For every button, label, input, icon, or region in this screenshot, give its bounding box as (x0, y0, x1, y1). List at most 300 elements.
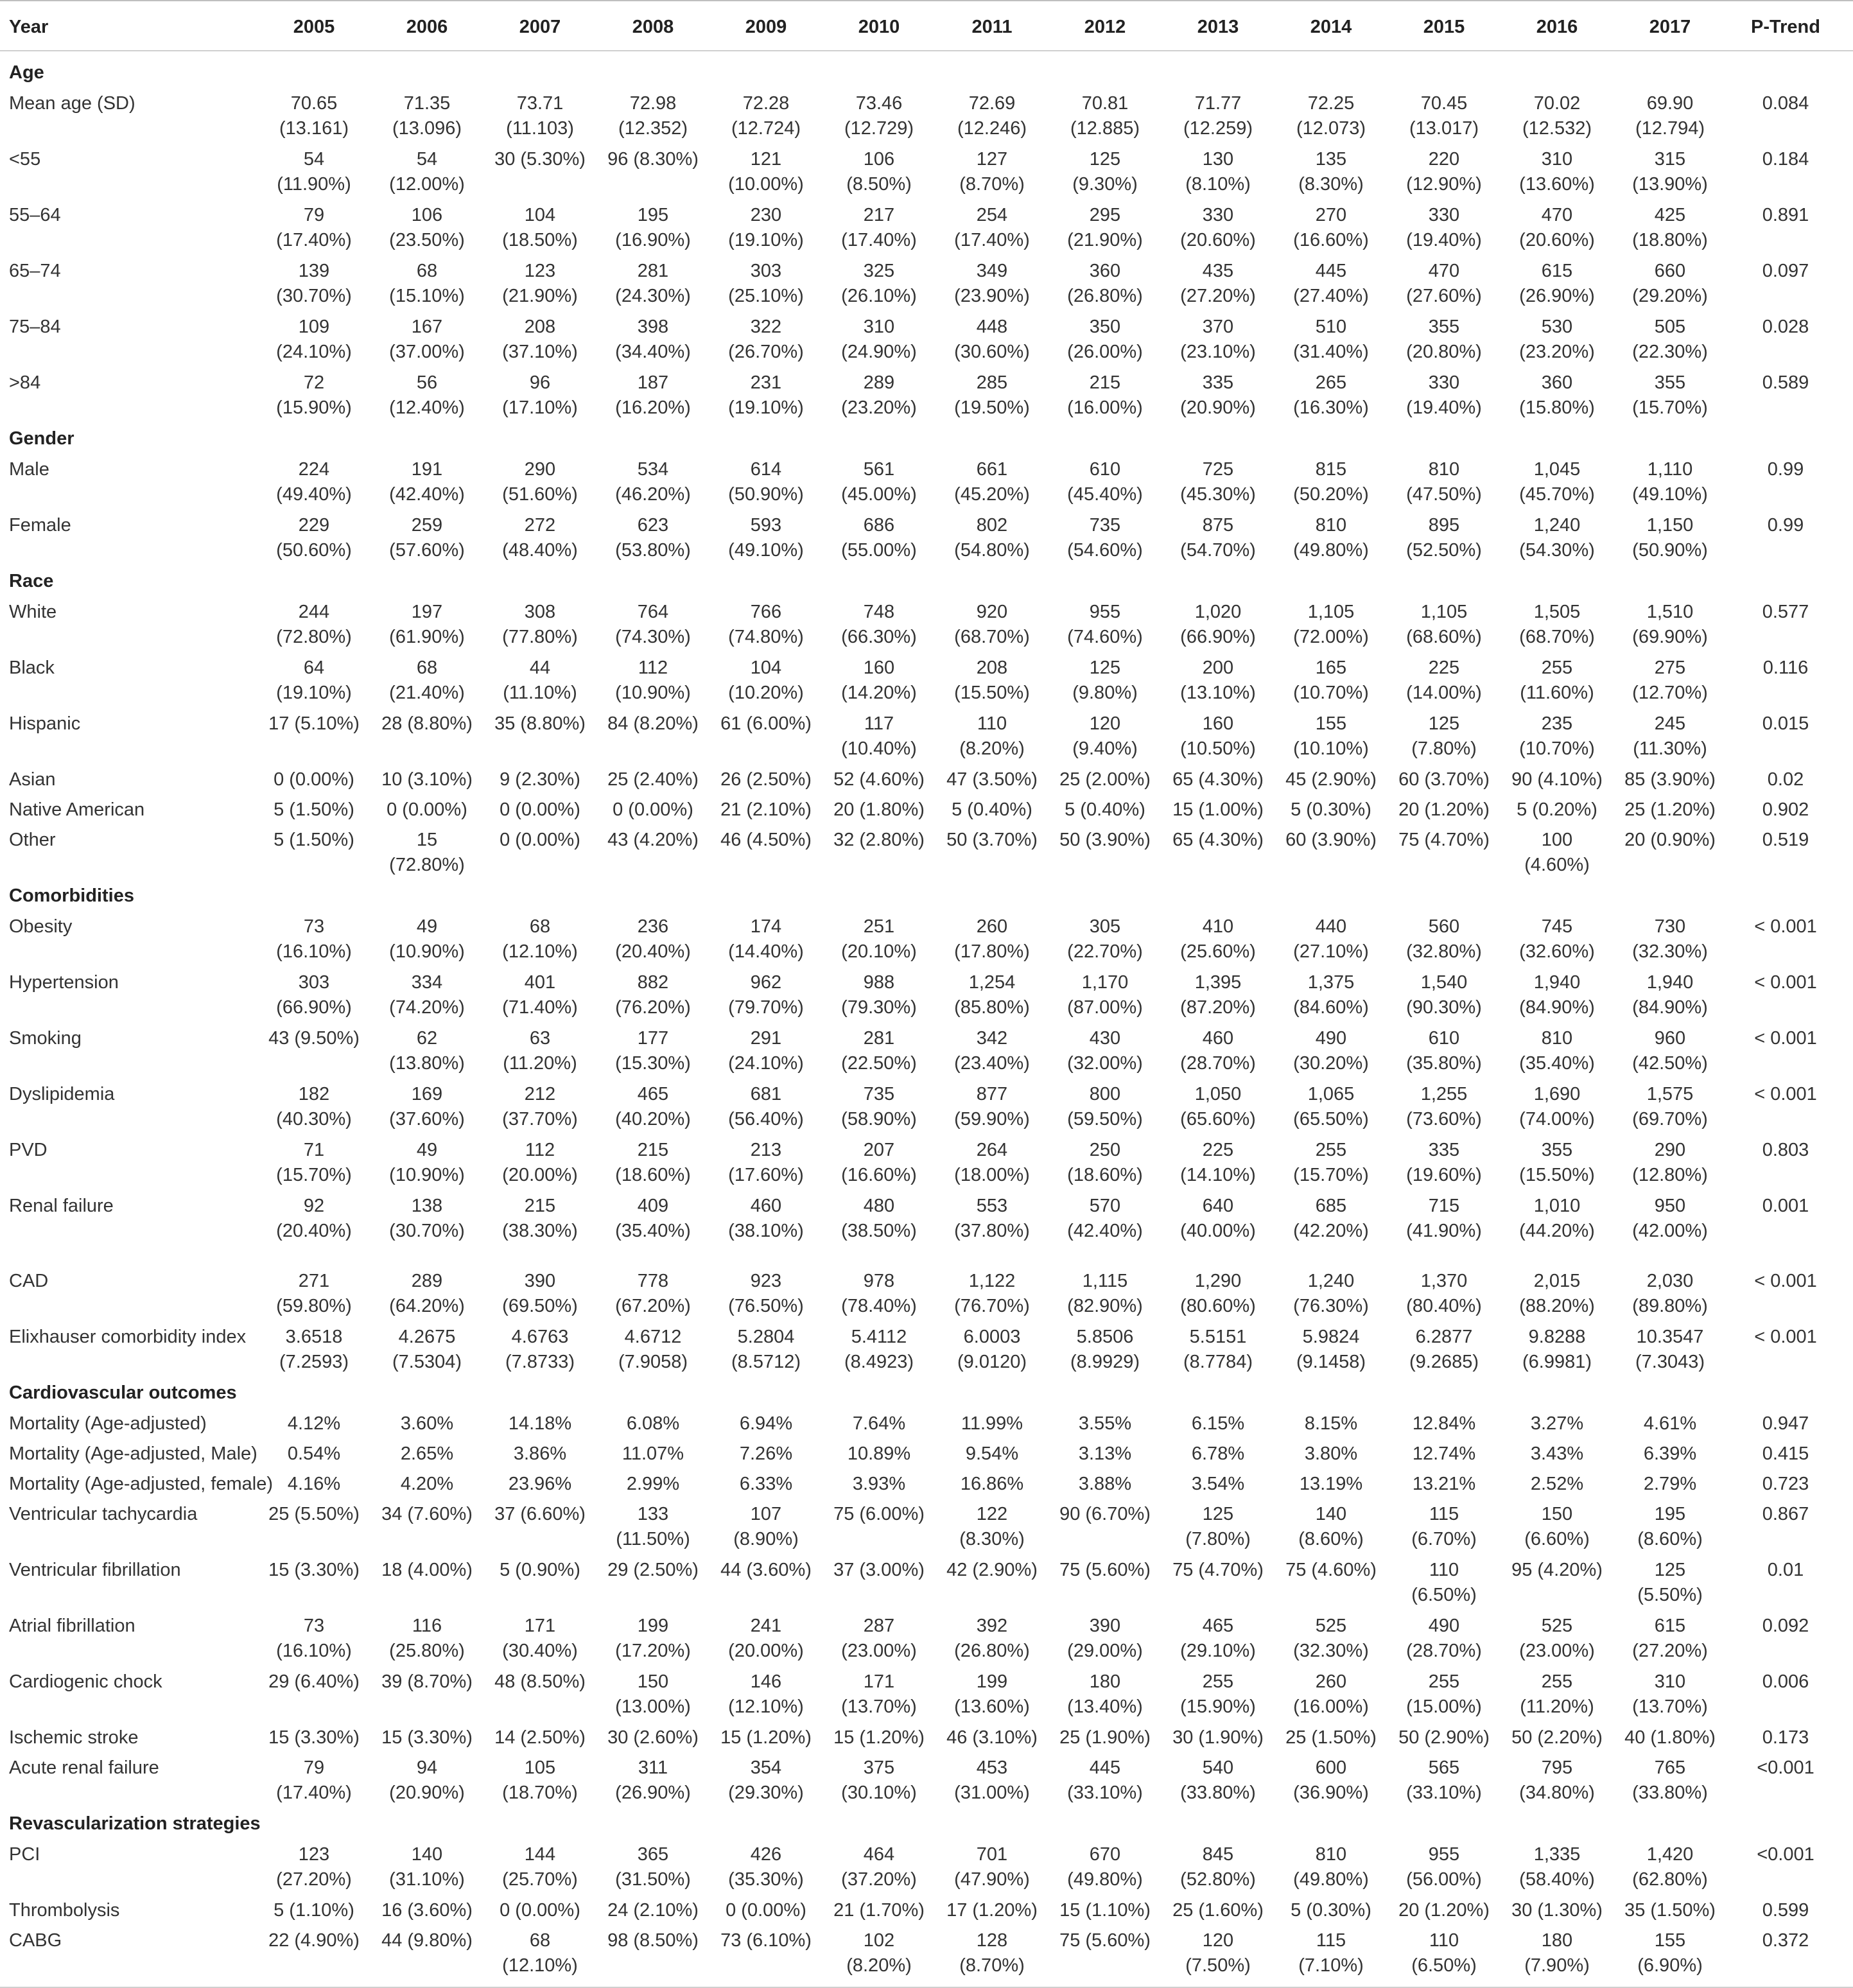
cell-percent: (25.70%) (502, 1869, 578, 1890)
cell-percent: (68.70%) (1519, 627, 1595, 647)
cell-value: 13.21% (1412, 1474, 1476, 1494)
cell-percent: (19.60%) (1406, 1165, 1482, 1185)
cell-value: 1,010 (1533, 1196, 1581, 1216)
cell-2008 (596, 767, 709, 792)
cell-2017 (1614, 1325, 1727, 1375)
cell-value: 48 (8.50%) (494, 1671, 586, 1692)
cell-percent: (76.70%) (954, 1296, 1030, 1316)
cell-value: 335 (1202, 372, 1234, 393)
cell-value: 18 (4.00%) (381, 1560, 473, 1580)
cell-2010 (822, 315, 935, 365)
cell-2014 (1274, 259, 1388, 309)
cell-value: 127 (976, 149, 1008, 170)
cell-percent: (18.60%) (1067, 1165, 1143, 1185)
cell-value: 291 (750, 1028, 782, 1049)
cell-percent: (12.80%) (1632, 1165, 1708, 1185)
cell-value: 810 (1315, 515, 1347, 536)
cell-value: 213 (750, 1140, 782, 1160)
section-heading-gender: Gender (9, 428, 74, 449)
cell-value: 534 (637, 459, 669, 480)
cell-value: 32 (2.80%) (833, 830, 925, 850)
cell-2012 (1048, 1928, 1161, 1953)
cell-2016 (1501, 1558, 1614, 1583)
cell-2012 (1048, 1411, 1161, 1436)
cell-value: 3.6518 (285, 1327, 343, 1347)
row-label: Thrombolysis (9, 1900, 120, 1921)
cell-value: 180 (1089, 1671, 1121, 1692)
cell-value: 765 (1654, 1757, 1686, 1778)
cell-value: 685 (1315, 1196, 1347, 1216)
cell-value: 3.93% (852, 1474, 906, 1494)
cell-value: 2,030 (1646, 1271, 1694, 1291)
cell-2015 (1388, 1725, 1501, 1750)
cell-percent: (12.724) (731, 118, 801, 139)
cell-2013 (1161, 315, 1274, 365)
cell-value: 8.15% (1304, 1413, 1358, 1434)
cell-2016 (1501, 1325, 1614, 1375)
cell-value: 255 (1541, 658, 1573, 678)
cell-2015 (1388, 1928, 1501, 1978)
cell-2010 (822, 970, 935, 1020)
cell-value: 112 (638, 658, 668, 678)
cell-value: 392 (976, 1616, 1008, 1636)
cell-value: 72.28 (742, 93, 790, 114)
cell-value: 75 (4.70%) (1172, 1560, 1264, 1580)
cell-percent: (7.9058) (618, 1352, 688, 1372)
cell-2005 (257, 371, 370, 421)
cell-2017 (1614, 970, 1727, 1020)
cell-value: 290 (1654, 1140, 1686, 1160)
cell-2011 (935, 1138, 1048, 1188)
cell-value: 15 (1.10%) (1059, 1900, 1151, 1921)
cell-percent: (17.10%) (502, 397, 578, 418)
cell-2014 (1274, 1138, 1388, 1188)
cell-value: 570 (1089, 1196, 1121, 1216)
cell-2008 (596, 1842, 709, 1892)
cell-2009 (709, 147, 822, 197)
cell-2009 (709, 798, 822, 823)
cell-value: 3.27% (1530, 1413, 1584, 1434)
cell-value: 561 (863, 459, 895, 480)
cell-p-trend: 0.028 (1762, 317, 1809, 337)
header-year-2006: 2006 (406, 17, 448, 37)
cell-percent: (4.60%) (1524, 855, 1590, 875)
cell-value: 265 (1315, 372, 1347, 393)
cell-percent: (47.90%) (954, 1869, 1030, 1890)
cell-2006 (370, 798, 483, 823)
cell-value: 37 (6.60%) (494, 1504, 586, 1524)
cell-2008 (596, 1928, 709, 1953)
cell-value: 401 (524, 972, 556, 993)
cell-value: 25 (1.20%) (1624, 799, 1716, 820)
cell-2013 (1161, 1269, 1274, 1319)
cell-2009 (709, 1756, 822, 1806)
cell-value: 470 (1428, 261, 1460, 281)
row-label: CABG (9, 1930, 62, 1951)
cell-2013 (1161, 1898, 1274, 1923)
cell-percent: (74.80%) (728, 627, 804, 647)
cell-2014 (1274, 1725, 1388, 1750)
cell-percent: (16.60%) (841, 1165, 917, 1185)
cell-2011 (935, 600, 1048, 650)
cell-p-trend: 0.867 (1762, 1504, 1809, 1524)
cell-percent: (7.80%) (1185, 1529, 1251, 1549)
cell-2005 (257, 513, 370, 563)
cell-2005 (257, 1026, 370, 1051)
cell-percent: (61.90%) (389, 627, 465, 647)
cell-2008 (596, 1269, 709, 1319)
cell-value: 978 (863, 1271, 895, 1291)
cell-value: 75 (4.70%) (1398, 830, 1490, 850)
cell-2006 (370, 513, 483, 563)
cell-value: 68 (416, 261, 438, 281)
cell-2010 (822, 1194, 935, 1244)
cell-value: 73.71 (516, 93, 564, 114)
cell-percent: (50.90%) (1632, 540, 1708, 561)
cell-value: 229 (298, 515, 330, 536)
row-label: Ischemic stroke (9, 1727, 139, 1748)
cell-value: 35 (8.80%) (494, 713, 586, 734)
cell-percent: (8.5712) (731, 1352, 801, 1372)
cell-2007 (483, 315, 596, 365)
cell-value: 199 (976, 1671, 1008, 1692)
cell-value: 11.07% (622, 1443, 684, 1464)
cell-p-trend: < 0.001 (1754, 916, 1817, 937)
cell-2011 (935, 259, 1048, 309)
cell-percent: (29.10%) (1180, 1641, 1256, 1661)
row-label: 55–64 (9, 205, 61, 225)
cell-value: 79 (303, 1757, 325, 1778)
cell-value: 130 (1202, 149, 1234, 170)
section-heading-race: Race (9, 571, 54, 591)
cell-2016 (1501, 828, 1614, 878)
cell-2009 (709, 259, 822, 309)
cell-value: 208 (524, 317, 556, 337)
cell-2008 (596, 828, 709, 853)
cell-value: 4.2675 (398, 1327, 456, 1347)
cell-percent: (30.70%) (389, 1221, 465, 1241)
cell-value: 109 (298, 317, 330, 337)
cell-2016 (1501, 513, 1614, 563)
cell-2014 (1274, 1269, 1388, 1319)
cell-2005 (257, 1138, 370, 1188)
cell-2009 (709, 828, 822, 853)
cell-value: 360 (1541, 372, 1573, 393)
cell-value: 962 (750, 972, 782, 993)
cell-2015 (1388, 798, 1501, 823)
cell-2011 (935, 711, 1048, 762)
cell-2010 (822, 600, 935, 650)
cell-percent: (30.70%) (276, 286, 352, 306)
cell-value: 65 (4.30%) (1172, 830, 1264, 850)
cell-2005 (257, 1442, 370, 1467)
cell-2015 (1388, 1442, 1501, 1467)
cell-percent: (26.10%) (841, 286, 917, 306)
cell-percent: (49.40%) (276, 484, 352, 505)
cell-value: 225 (1202, 1140, 1234, 1160)
cell-2006 (370, 600, 483, 650)
row-label: 75–84 (9, 317, 61, 337)
cell-2007 (483, 371, 596, 421)
cell-2007 (483, 767, 596, 792)
cell-2016 (1501, 970, 1614, 1020)
cell-2007 (483, 1082, 596, 1132)
cell-2011 (935, 1502, 1048, 1552)
cell-percent: (22.30%) (1632, 342, 1708, 362)
cell-value: 460 (750, 1196, 782, 1216)
row-label: Acute renal failure (9, 1757, 159, 1778)
cell-percent: (25.60%) (1180, 941, 1256, 962)
cell-2007 (483, 1442, 596, 1467)
cell-value: 295 (1089, 205, 1121, 225)
cell-value: 72.25 (1307, 93, 1355, 114)
cell-value: 615 (1654, 1616, 1686, 1636)
cell-value: 465 (637, 1084, 669, 1104)
cell-2009 (709, 1194, 822, 1244)
cell-percent: (12.073) (1296, 118, 1366, 139)
cell-2017 (1614, 1502, 1727, 1552)
cell-value: 311 (638, 1757, 668, 1778)
cell-value: 68 (529, 1930, 551, 1951)
cell-value: 1,395 (1194, 972, 1242, 993)
section-heading-cardiovascular-outcomes: Cardiovascular outcomes (9, 1382, 237, 1403)
cell-value: 1,335 (1533, 1844, 1581, 1865)
cell-percent: (8.60%) (1637, 1529, 1703, 1549)
cell-2006 (370, 315, 483, 365)
cell-value: 342 (976, 1028, 1008, 1049)
cell-value: 1,540 (1420, 972, 1468, 993)
cell-value: 365 (637, 1844, 669, 1865)
cell-value: 235 (1541, 713, 1573, 734)
cell-value: 748 (863, 602, 895, 622)
cell-2014 (1274, 798, 1388, 823)
cell-percent: (34.40%) (615, 342, 691, 362)
cell-percent: (23.20%) (1519, 342, 1595, 362)
cell-2007 (483, 970, 596, 1020)
cell-p-trend: 0.723 (1762, 1474, 1809, 1494)
cell-percent: (66.30%) (841, 627, 917, 647)
cell-value: 15 (1.00%) (1172, 799, 1264, 820)
cell-percent: (18.60%) (615, 1165, 691, 1185)
cell-percent: (8.30%) (959, 1529, 1025, 1549)
cell-value: 764 (637, 602, 669, 622)
cell-2010 (822, 1026, 935, 1076)
cell-2006 (370, 1928, 483, 1953)
cell-p-trend: 0.803 (1762, 1140, 1809, 1160)
cell-percent: (80.40%) (1406, 1296, 1482, 1316)
cell-2017 (1614, 1670, 1727, 1720)
cell-value: 1,105 (1420, 602, 1468, 622)
cell-2012 (1048, 656, 1161, 706)
cell-value: 5 (0.30%) (1291, 799, 1371, 820)
cell-value: 285 (976, 372, 1008, 393)
cell-percent: (69.50%) (502, 1296, 578, 1316)
cell-2013 (1161, 1194, 1274, 1244)
cell-value: 123 (524, 261, 556, 281)
cell-percent: (9.80%) (1072, 683, 1138, 703)
cell-2007 (483, 656, 596, 706)
cell-value: 287 (863, 1616, 895, 1636)
cell-2006 (370, 1558, 483, 1583)
cell-value: 95 (4.20%) (1511, 1560, 1603, 1580)
cell-2014 (1274, 1756, 1388, 1806)
cell-2012 (1048, 970, 1161, 1020)
cell-value: 310 (1541, 149, 1573, 170)
cell-2017 (1614, 1614, 1727, 1664)
cell-percent: (16.10%) (276, 1641, 352, 1661)
cell-value: 0 (0.00%) (500, 1900, 580, 1921)
cell-value: 1,254 (968, 972, 1016, 993)
cell-2009 (709, 1411, 822, 1436)
cell-percent: (13.096) (392, 118, 462, 139)
cell-2013 (1161, 1725, 1274, 1750)
cell-2017 (1614, 798, 1727, 823)
cell-value: 231 (750, 372, 782, 393)
cell-percent: (66.90%) (1180, 627, 1256, 647)
cell-value: 355 (1541, 1140, 1573, 1160)
cell-value: 224 (298, 459, 330, 480)
header-year-2013: 2013 (1197, 17, 1239, 37)
cell-percent: (23.90%) (954, 286, 1030, 306)
cell-2012 (1048, 1558, 1161, 1583)
cell-percent: (54.60%) (1067, 540, 1143, 561)
cell-percent: (7.10%) (1298, 1955, 1364, 1976)
cell-value: 1,940 (1646, 972, 1694, 993)
cell-percent: (33.10%) (1067, 1783, 1143, 1803)
cell-percent: (12.90%) (1406, 174, 1482, 195)
cell-percent: (59.80%) (276, 1296, 352, 1316)
cell-value: 730 (1654, 916, 1686, 937)
cell-value: 1,020 (1194, 602, 1242, 622)
cell-percent: (11.103) (506, 118, 574, 139)
cell-2005 (257, 828, 370, 853)
cell-2014 (1274, 147, 1388, 197)
cell-value: 5 (1.10%) (274, 1900, 354, 1921)
cell-2011 (935, 970, 1048, 1020)
cell-value: 271 (298, 1271, 330, 1291)
cell-2016 (1501, 914, 1614, 964)
cell-value: 2.79% (1643, 1474, 1697, 1494)
cell-2008 (596, 371, 709, 421)
cell-value: 810 (1315, 1844, 1347, 1865)
cell-2012 (1048, 1472, 1161, 1497)
cell-value: 600 (1315, 1757, 1347, 1778)
cell-percent: (18.70%) (502, 1783, 578, 1803)
cell-2014 (1274, 457, 1388, 507)
cell-percent: (51.60%) (502, 484, 578, 505)
cell-percent: (15.50%) (954, 683, 1030, 703)
cell-value: 1,370 (1420, 1271, 1468, 1291)
cell-value: 4.61% (1643, 1413, 1697, 1434)
cell-percent: (54.80%) (954, 540, 1030, 561)
cell-percent: (42.00%) (1632, 1221, 1708, 1241)
header-year-2008: 2008 (632, 17, 674, 37)
cell-value: 308 (524, 602, 556, 622)
cell-2013 (1161, 1756, 1274, 1806)
cell-value: 125 (1089, 149, 1121, 170)
cell-value: 5 (0.40%) (952, 799, 1032, 820)
cell-percent: (85.80%) (954, 997, 1030, 1018)
cell-value: 98 (8.50%) (607, 1930, 699, 1951)
cell-percent: (31.10%) (389, 1869, 465, 1890)
cell-2010 (822, 371, 935, 421)
cell-2005 (257, 1614, 370, 1664)
cell-value: 30 (2.60%) (607, 1727, 699, 1748)
cell-2007 (483, 457, 596, 507)
cell-percent: (32.30%) (1293, 1641, 1369, 1661)
cell-2005 (257, 1325, 370, 1375)
cell-percent: (19.40%) (1406, 230, 1482, 250)
cell-2014 (1274, 1670, 1388, 1720)
cell-p-trend: 0.097 (1762, 261, 1809, 281)
cell-2011 (935, 1670, 1048, 1720)
cell-2008 (596, 1194, 709, 1244)
cell-2010 (822, 203, 935, 253)
cell-2008 (596, 1138, 709, 1188)
cell-2009 (709, 1082, 822, 1132)
cell-value: 1,255 (1420, 1084, 1468, 1104)
cell-value: 9.8288 (1528, 1327, 1586, 1347)
cell-2014 (1274, 1026, 1388, 1076)
cell-value: 355 (1428, 317, 1460, 337)
cell-value: 54 (303, 149, 325, 170)
cell-2005 (257, 147, 370, 197)
cell-percent: (20.90%) (389, 1783, 465, 1803)
cell-2017 (1614, 600, 1727, 650)
cell-2015 (1388, 1472, 1501, 1497)
cell-value: 3.86% (513, 1443, 567, 1464)
cell-value: 426 (750, 1844, 782, 1865)
cell-percent: (8.70%) (959, 174, 1025, 195)
cell-value: 30 (1.90%) (1172, 1727, 1264, 1748)
cell-2007 (483, 798, 596, 823)
cell-2010 (822, 91, 935, 141)
cell-2010 (822, 767, 935, 792)
cell-value: 334 (411, 972, 443, 993)
cell-value: 115 (1429, 1504, 1459, 1524)
cell-percent: (38.10%) (728, 1221, 804, 1241)
cell-value: 1,050 (1194, 1084, 1242, 1104)
cell-2011 (935, 1472, 1048, 1497)
cell-percent: (14.40%) (728, 941, 804, 962)
cell-2015 (1388, 828, 1501, 853)
cell-percent: (24.10%) (276, 342, 352, 362)
cell-percent: (6.90%) (1637, 1955, 1703, 1976)
cell-percent: (17.40%) (954, 230, 1030, 250)
cell-2008 (596, 1898, 709, 1923)
cell-2009 (709, 1725, 822, 1750)
cell-2015 (1388, 1082, 1501, 1132)
cell-value: 325 (863, 261, 895, 281)
cell-2017 (1614, 1138, 1727, 1188)
cell-value: 135 (1315, 149, 1347, 170)
cell-value: 21 (1.70%) (833, 1900, 925, 1921)
cell-percent: (45.40%) (1067, 484, 1143, 505)
cell-percent: (8.4923) (844, 1352, 914, 1372)
cell-percent: (14.10%) (1180, 1165, 1256, 1185)
cell-2011 (935, 798, 1048, 823)
cell-percent: (10.90%) (615, 683, 691, 703)
cell-2017 (1614, 711, 1727, 762)
cell-2007 (483, 1725, 596, 1750)
cell-2016 (1501, 1502, 1614, 1552)
cell-2011 (935, 1842, 1048, 1892)
cell-percent: (29.30%) (728, 1783, 804, 1803)
cell-value: 4.6763 (511, 1327, 569, 1347)
cell-percent: (26.90%) (615, 1783, 691, 1803)
cell-value: 150 (1541, 1504, 1573, 1524)
cell-2011 (935, 1325, 1048, 1375)
